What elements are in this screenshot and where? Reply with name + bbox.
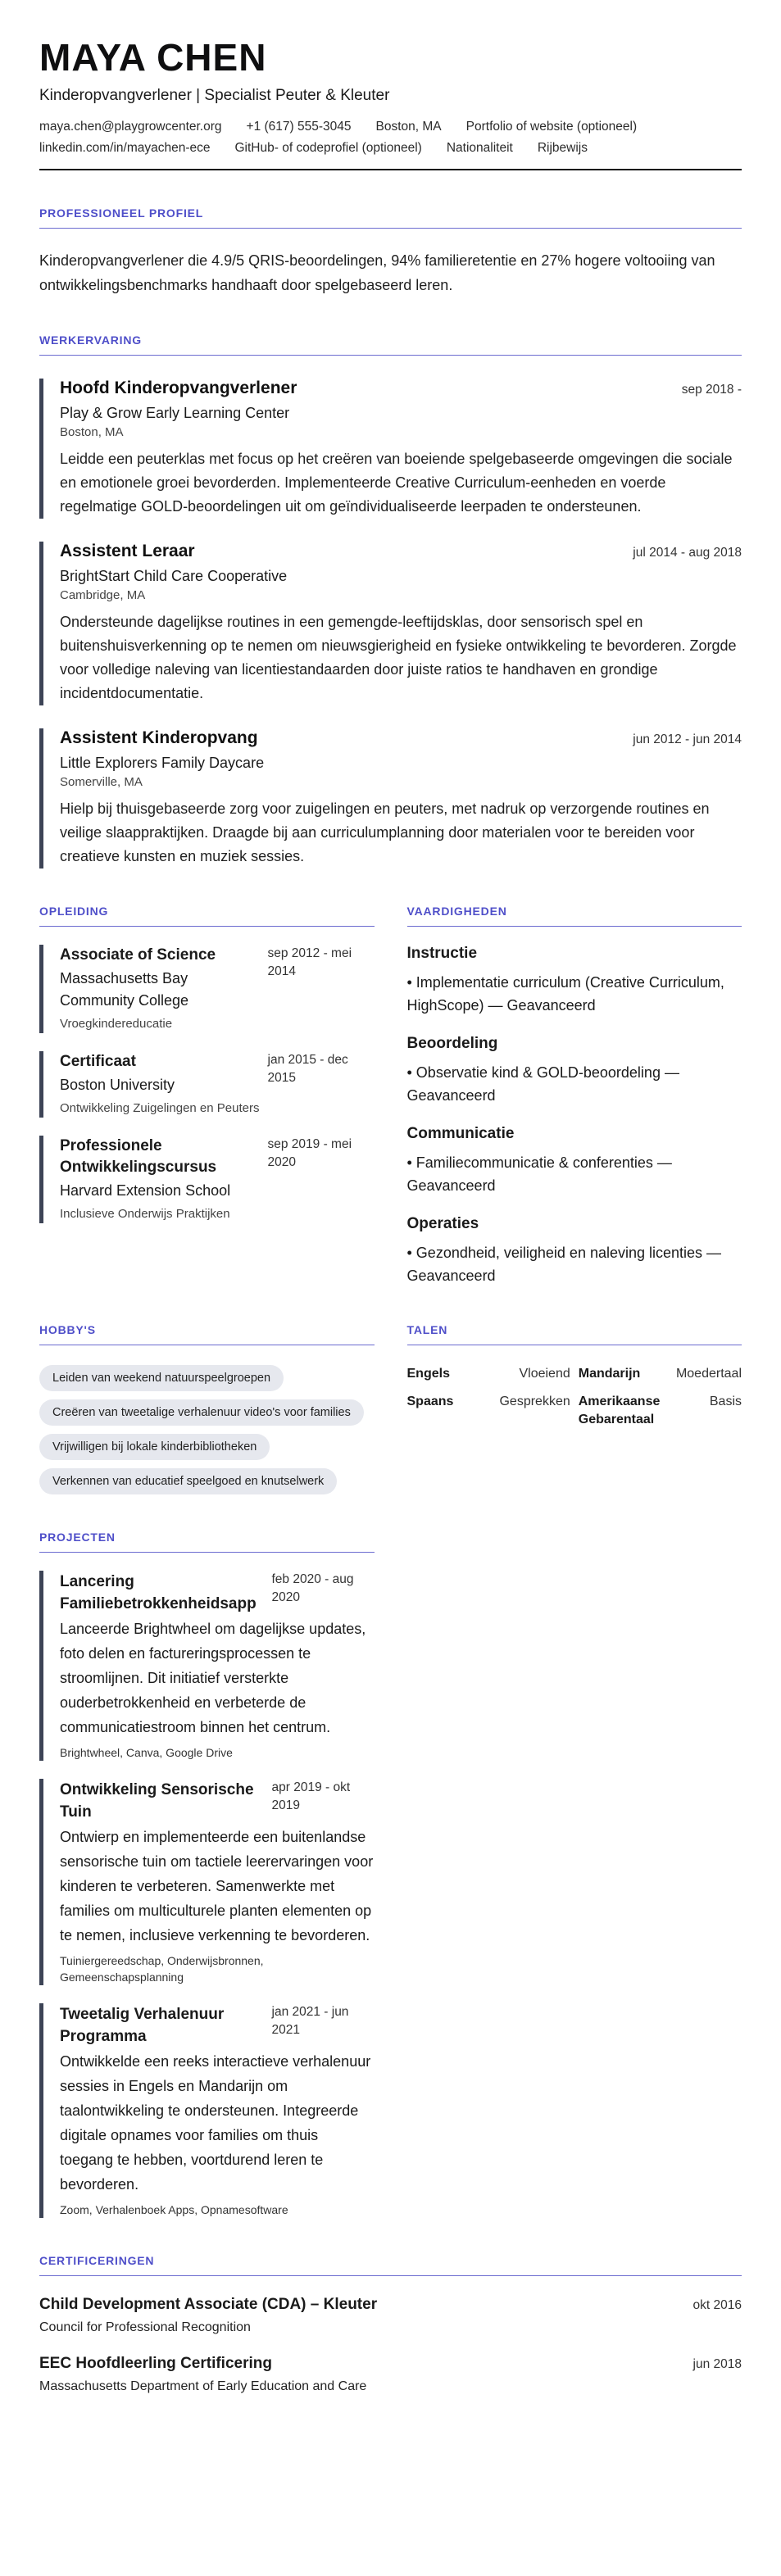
language-level: Gesprekken <box>499 1395 570 1408</box>
header-divider <box>39 169 742 170</box>
project-description: Lanceerde Brightwheel om dagelijkse updates, foto delen en factureringsprocessen te stroomlijnen. Dit initiatief versterkte ouderbetrokkenheid en verbeterde de communicatiestroom binnen het centrum. <box>60 1621 366 1735</box>
education-school: Massachusetts Bay Community College <box>60 970 189 1009</box>
language-name: Amerikaanse Gebarentaal <box>578 1395 661 1426</box>
projects-heading: PROJECTEN <box>39 1531 375 1553</box>
education-school: Boston University <box>60 1077 175 1093</box>
project-name: Ontwikkeling Sensorische Tuin <box>60 1781 254 1821</box>
job-description: Hielp bij thuisgebaseerde zorg voor zuigelingen en peuters, met nadruk op verzorgende routines en veilige slaappraktijken. Draagde bij aan curriculumplanning door materialen voor te bereiden voor creatieve kunsten en muziek sessies. <box>60 800 710 864</box>
skill-category: Beoordeling <box>406 1035 498 1052</box>
hobby-chip: Creëren van tweetalige verhalenuur video's voor families <box>39 1399 364 1426</box>
skills-heading: VAARDIGHEDEN <box>407 905 742 927</box>
project-date: feb 2020 - aug 2020 <box>271 1572 354 1604</box>
certification-date: jun 2018 <box>692 2357 742 2371</box>
education-degree: Associate of Science <box>60 946 216 964</box>
language-level: Basis <box>709 1395 742 1408</box>
skill-group <box>407 945 742 1017</box>
project-tools: Brightwheel, Canva, Google Drive <box>60 1746 233 1759</box>
project-date: apr 2019 - okt 2019 <box>271 1780 351 1812</box>
education-heading: OPLEIDING <box>39 905 375 927</box>
job-company: BrightStart Child Care Cooperative <box>60 568 288 584</box>
education-entry <box>39 945 375 1033</box>
contact-nationality: Nationaliteit <box>446 141 513 155</box>
certification-name: EEC Hoofdleerling Certificering <box>39 2355 272 2372</box>
hobby-chip: Vrijwilligen bij lokale kinderbibliotheken <box>39 1434 270 1460</box>
contact-license: Rijbewijs <box>537 141 588 155</box>
language-grid <box>407 1365 742 1429</box>
project-tools: Tuiniergereedschap, Onderwijsbronnen, Gemeenschapsplanning <box>60 1954 264 1984</box>
skill-item: • Implementatie curriculum (Creative Curriculum, HighScope) — Geavanceerd <box>406 974 724 1014</box>
contact-email[interactable]: maya.chen@playgrowcenter.org <box>39 120 222 134</box>
project-tools: Zoom, Verhalenboek Apps, Opnamesoftware <box>60 2203 288 2216</box>
language-entry <box>407 1393 570 1429</box>
projects-section <box>39 1494 375 2218</box>
language-name: Mandarijn <box>578 1367 641 1381</box>
certifications-section <box>39 2254 742 2394</box>
job-description: Ondersteunde dagelijkse routines in een gemengde-leeftijdsklas, door sensorisch spel en buitenshuisverkenning op te nemen om nieuwsgierigheid en fysieke ontwikkeling te bevorderen. Zorgde voor volledige naleving van licentiestandaarden door juiste ratios te handhaven en grondige incidentdocumentatie. <box>60 614 737 701</box>
job-date: sep 2018 - <box>681 383 742 397</box>
language-name: Spaans <box>406 1395 454 1408</box>
project-name: Lancering Familiebetrokkenheidsapp <box>60 1573 257 1612</box>
contact-linkedin[interactable]: linkedin.com/in/mayachen-ece <box>39 141 211 155</box>
education-entry <box>39 1136 375 1223</box>
candidate-title: Kinderopvangverlener | Specialist Peuter & Kleuter <box>39 87 390 104</box>
certification-name: Child Development Associate (CDA) – Kleuter <box>39 2296 378 2313</box>
job-date: jul 2014 - aug 2018 <box>633 546 742 560</box>
skill-category: Communicatie <box>406 1125 515 1142</box>
job-date: jun 2012 - jun 2014 <box>633 732 742 746</box>
contact-list <box>39 120 742 156</box>
education-degree: Professionele Ontwikkelingscursus <box>60 1137 217 1176</box>
project-description: Ontwierp en implementeerde een buitenlandse sensorische tuin om tactiele leerervaringen voor kinderen te verbeteren. Samenwerkte met families om multiculturele planten elementen op te nemen, inclusieve verkenning te bevorderen. <box>60 1829 374 1943</box>
job-role: Assistent Leraar <box>60 542 195 560</box>
certifications-heading: CERTIFICERINGEN <box>39 2254 742 2276</box>
skill-category: Instructie <box>406 945 478 962</box>
language-level: Vloeiend <box>519 1367 570 1381</box>
job-company: Play & Grow Early Learning Center <box>60 405 290 421</box>
project-description: Ontwikkelde een reeks interactieve verhalenuur sessies in Engels en Mandarijn om taalontwikkeling te ondersteunen. Integreerde digitale opnames voor families om thuis toegang te hebben, voortdurend leren te bevorderen. <box>60 2053 371 2193</box>
hobby-list <box>39 1365 375 1494</box>
project-entry <box>39 1571 375 1761</box>
education-field: Vroegkindereducatie <box>60 1017 173 1031</box>
education-entry <box>39 1051 375 1118</box>
contact-phone[interactable]: +1 (617) 555-3045 <box>246 120 352 134</box>
project-date: jan 2021 - jun 2021 <box>271 2005 349 2037</box>
education-degree: Certificaat <box>60 1053 136 1070</box>
hobbies-section <box>39 1287 375 1494</box>
job-role: Assistent Kinderopvang <box>60 728 258 747</box>
contact-location: Boston, MA <box>375 120 442 134</box>
hobbies-heading: HOBBY'S <box>39 1323 375 1345</box>
language-entry <box>579 1393 742 1429</box>
experience-heading: WERKERVARING <box>39 333 742 356</box>
language-name: Engels <box>406 1367 450 1381</box>
project-entry <box>39 2003 375 2218</box>
language-entry <box>407 1365 570 1383</box>
profile-text: Kinderopvangverlener die 4.9/5 QRIS-beoordelingen, 94% familieretentie en 27% hogere voltooiing van ontwikkelingsbenchmarks handhaaft door spelgebaseerd leren. <box>39 252 715 293</box>
job-description: Leidde een peuterklas met focus op het creëren van boeiende spelgebaseerde omgevingen die sociale en emotionele groei bevorderden. Implementeerde Creative Curriculum-eenheden en voerde regelmatige GOLD-beoordelingen uit om geïndividualiseerde leerpaden te ondersteunen. <box>60 451 733 515</box>
job-company: Little Explorers Family Daycare <box>60 755 265 771</box>
resume-header <box>39 36 742 170</box>
education-date: sep 2019 - mei 2020 <box>267 1137 352 1169</box>
languages-heading: TALEN <box>407 1323 742 1345</box>
job-entry <box>39 379 742 519</box>
contact-github[interactable]: GitHub- of codeprofiel (optioneel) <box>234 141 422 155</box>
skills-section <box>407 868 742 1287</box>
education-school: Harvard Extension School <box>60 1182 231 1199</box>
job-location: Boston, MA <box>60 425 124 439</box>
language-level: Moedertaal <box>675 1367 742 1381</box>
certification-issuer: Council for Professional Recognition <box>39 2320 251 2334</box>
education-date: sep 2012 - mei 2014 <box>267 946 352 978</box>
contact-portfolio[interactable]: Portfolio of website (optioneel) <box>465 120 638 134</box>
certification-issuer: Massachusetts Department of Early Education and Care <box>39 2379 367 2393</box>
job-role: Hoofd Kinderopvangverlener <box>60 379 297 397</box>
certification-date: okt 2016 <box>692 2298 742 2312</box>
skill-group <box>407 1035 742 1107</box>
skill-item: • Familiecommunicatie & conferenties — Geavanceerd <box>406 1154 672 1194</box>
certification-entry <box>39 2355 742 2394</box>
project-name: Tweetalig Verhalenuur Programma <box>60 2006 225 2045</box>
hobby-chip: Verkennen van educatief speelgoed en knutselwerk <box>39 1468 337 1494</box>
hobby-chip: Leiden van weekend natuurspeelgroepen <box>39 1365 284 1391</box>
candidate-name: MAYA CHEN <box>39 36 267 79</box>
job-location: Cambridge, MA <box>60 588 146 602</box>
language-entry <box>579 1365 742 1383</box>
job-location: Somerville, MA <box>60 775 143 789</box>
job-entry <box>39 542 742 705</box>
projects-row <box>39 1494 742 2218</box>
languages-section <box>407 1287 742 1494</box>
profile-heading: PROFESSIONEEL PROFIEL <box>39 206 742 229</box>
education-field: Inclusieve Onderwijs Praktijken <box>60 1207 230 1221</box>
experience-section <box>39 333 742 868</box>
skill-group <box>407 1215 742 1287</box>
job-entry <box>39 728 742 868</box>
education-skills-row <box>39 868 742 1287</box>
skill-item: • Gezondheid, veiligheid en naleving licenties — Geavanceerd <box>406 1245 722 1284</box>
profile-section <box>39 206 742 297</box>
skill-category: Operaties <box>406 1215 479 1232</box>
certification-entry <box>39 2296 742 2335</box>
education-date: jan 2015 - dec 2015 <box>267 1053 348 1085</box>
education-field: Ontwikkeling Zuigelingen en Peuters <box>60 1101 260 1115</box>
projects-spacer <box>407 1494 742 2218</box>
hobbies-languages-row <box>39 1287 742 1494</box>
skill-group <box>407 1125 742 1197</box>
skill-item: • Observatie kind & GOLD-beoordeling — Geavanceerd <box>406 1064 679 1104</box>
education-section <box>39 868 375 1287</box>
project-entry <box>39 1779 375 1985</box>
